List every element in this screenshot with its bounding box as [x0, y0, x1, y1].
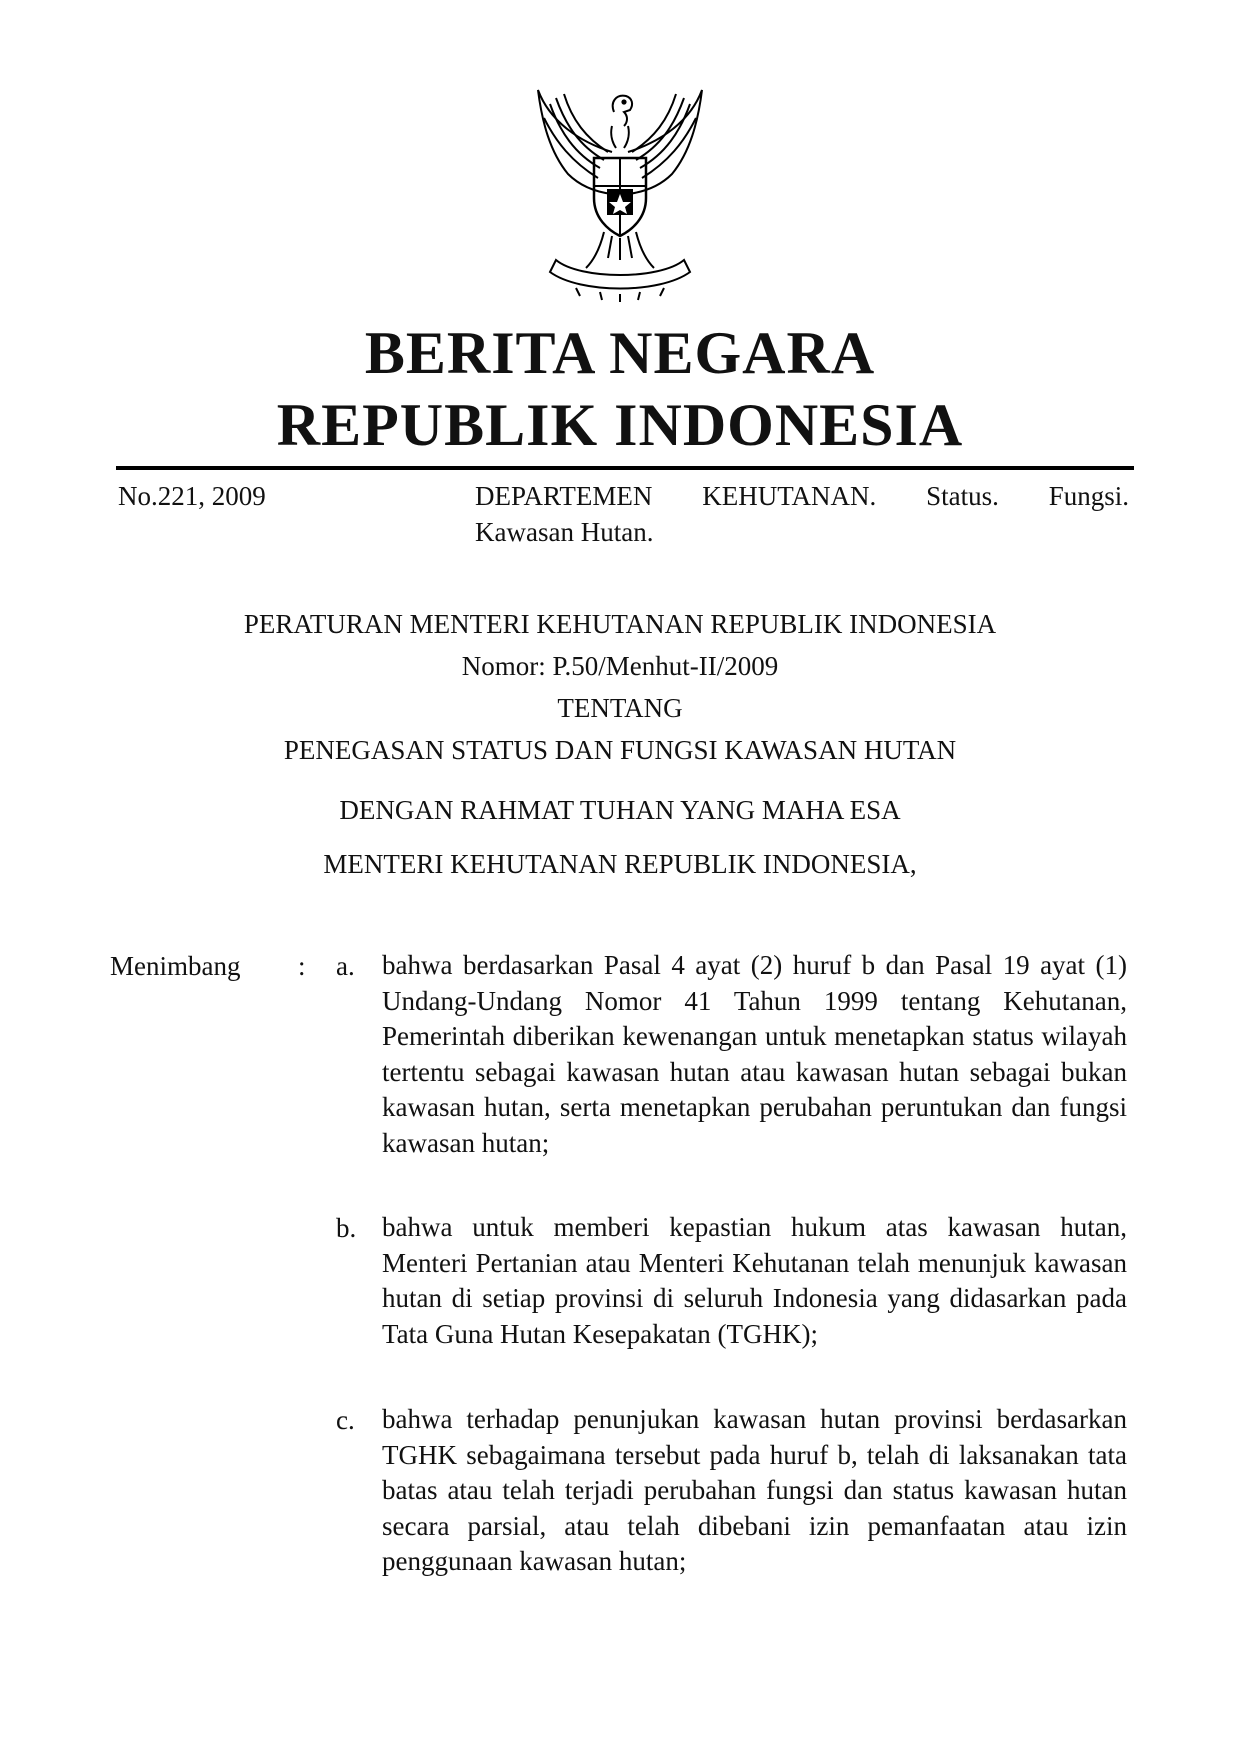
- masthead-divider: [116, 466, 1134, 470]
- regulation-about: TENTANG: [557, 693, 683, 723]
- issue-subject-line2: Kawasan Hutan.: [475, 517, 654, 547]
- regulation-invocation: DENGAN RAHMAT TUHAN YANG MAHA ESA: [339, 795, 901, 825]
- regulation-authority: MENTERI KEHUTANAN REPUBLIK INDONESIA,: [323, 849, 917, 879]
- masthead-title-line2: REPUBLIK INDONESIA: [276, 392, 964, 458]
- issue-number: No.221, 2009: [118, 481, 266, 511]
- regulation-number: Nomor: P.50/Menhut-II/2009: [461, 651, 779, 681]
- considering-label: Menimbang: [110, 951, 241, 981]
- considering-colon: :: [298, 951, 306, 981]
- considering-item-text: bahwa terhadap penunjukan kawasan hutan provinsi berdasarkan TGHK sebagaimana tersebut pada huruf b, telah di laksanakan tata batas atau telah terjadi perubahan fungsi dan status kawasan hutan secara parsial, atau telah dibebani izin pemanfaatan atau izin penggunaan kawasan hutan;: [382, 1404, 1127, 1576]
- considering-item-letter: c.: [336, 1405, 355, 1435]
- considering-item-letter: a.: [336, 951, 355, 981]
- garuda-emblem-icon: [520, 82, 720, 302]
- considering-item-text: bahwa berdasarkan Pasal 4 ayat (2) huruf b dan Pasal 19 ayat (1) Undang-Undang Nomor 41 Tahun 1999 tentang Kehutanan, Pemerintah diberikan kewenangan untuk menetapkan status wilayah tertentu sebagai kawasan hutan atau kawasan hutan sebagai bukan kawasan hutan, serta menetapkan perubahan peruntukan dan fungsi kawasan hutan;: [382, 950, 1127, 1158]
- issue-subject-line1: DEPARTEMEN KEHUTANAN. Status. Fungsi.: [475, 481, 1129, 511]
- regulation-topic: PENEGASAN STATUS DAN FUNGSI KAWASAN HUTAN: [283, 735, 957, 765]
- considering-item-letter: b.: [336, 1213, 357, 1243]
- masthead-title-line1: BERITA NEGARA: [364, 320, 876, 386]
- considering-item-text: bahwa untuk memberi kepastian hukum atas kawasan hutan, Menteri Pertanian atau Menteri Kehutanan telah menunjuk kawasan hutan di setiap provinsi di seluruh Indonesia yang didasarkan pada Tata Guna Hutan Kesepakatan (TGHK);: [382, 1212, 1127, 1349]
- regulation-heading: PERATURAN MENTERI KEHUTANAN REPUBLIK INDONESIA: [243, 609, 997, 639]
